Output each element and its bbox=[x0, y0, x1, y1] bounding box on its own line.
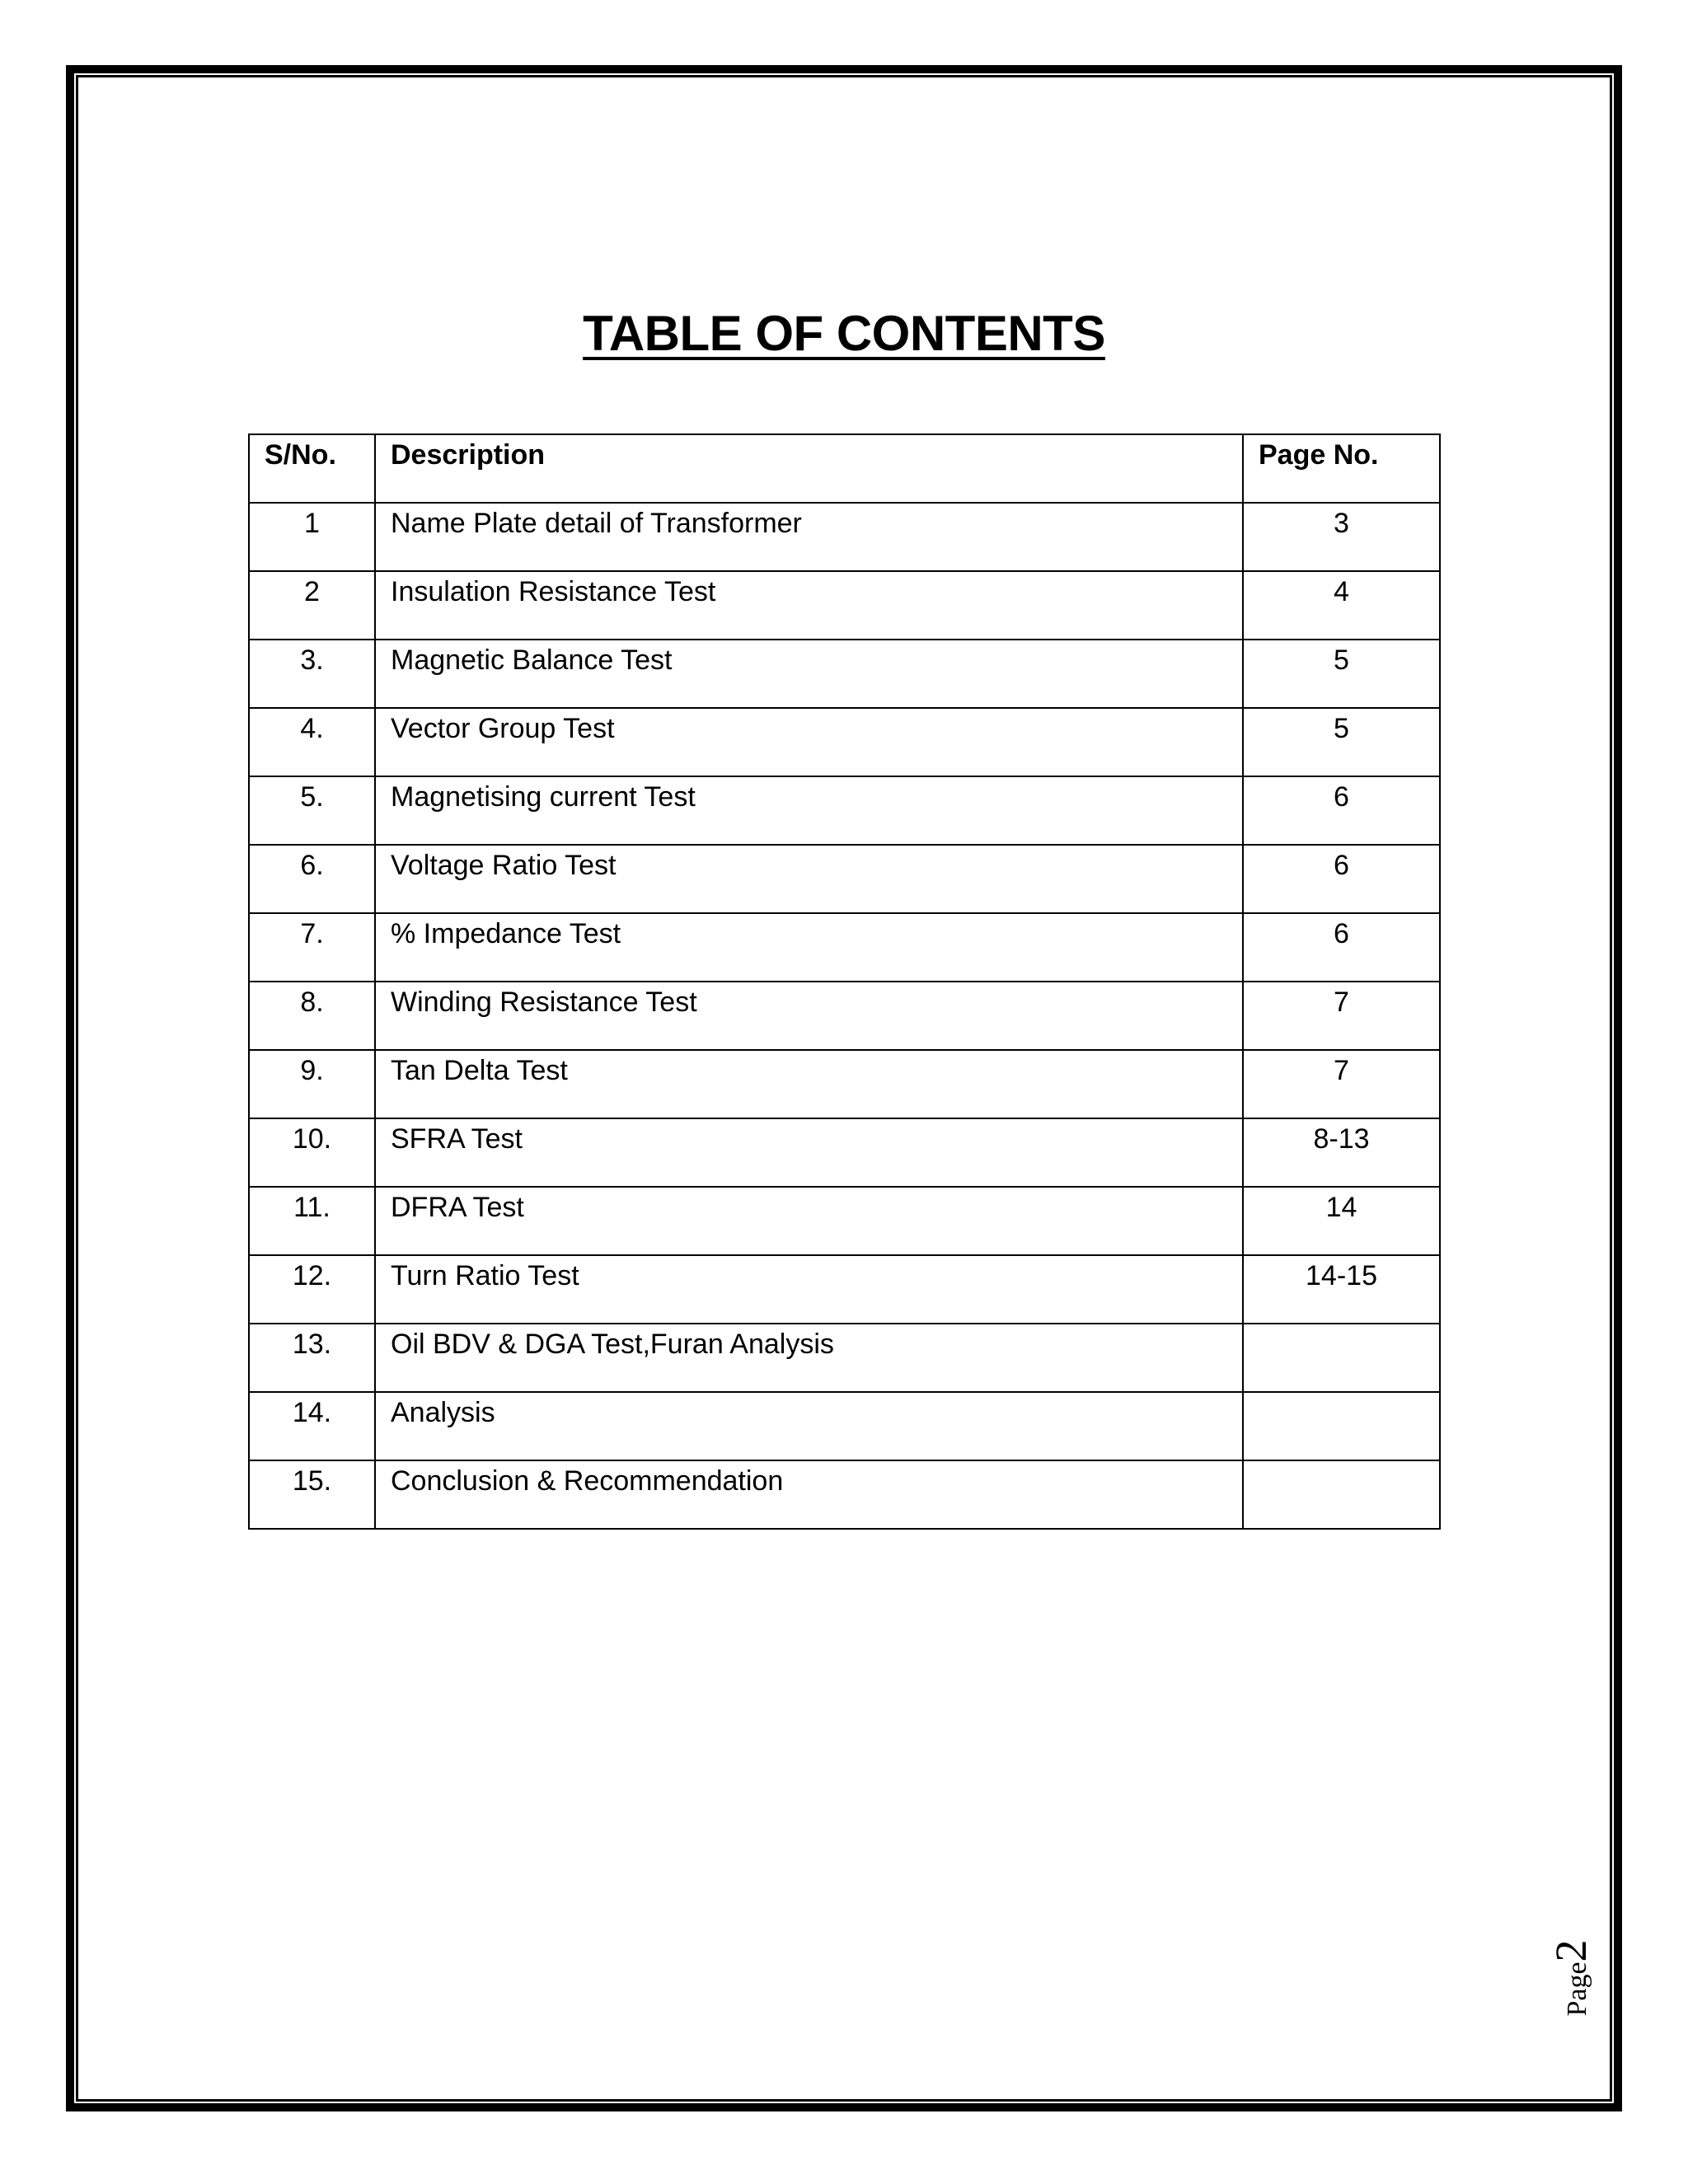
table-row bbox=[249, 571, 1440, 640]
row-description: Vector Group Test bbox=[375, 708, 1243, 776]
row-sno: 14. bbox=[249, 1392, 375, 1460]
row-description: Winding Resistance Test bbox=[375, 982, 1243, 1050]
row-sno: 15. bbox=[249, 1460, 375, 1529]
table-row bbox=[249, 1050, 1440, 1118]
table-row bbox=[249, 640, 1440, 708]
row-description: SFRA Test bbox=[375, 1118, 1243, 1187]
row-description: Name Plate detail of Transformer bbox=[375, 503, 1243, 571]
row-sno: 7. bbox=[249, 913, 375, 982]
row-page: 6 bbox=[1243, 913, 1440, 982]
table-row bbox=[249, 1324, 1440, 1392]
row-description: Turn Ratio Test bbox=[375, 1255, 1243, 1324]
row-sno: 6. bbox=[249, 845, 375, 913]
row-sno: 13. bbox=[249, 1324, 375, 1392]
row-sno: 11. bbox=[249, 1187, 375, 1255]
page-number-footer bbox=[1546, 1920, 1596, 2036]
row-page: 7 bbox=[1243, 982, 1440, 1050]
row-page: 3 bbox=[1243, 503, 1440, 571]
table-row bbox=[249, 776, 1440, 845]
row-description: Voltage Ratio Test bbox=[375, 845, 1243, 913]
row-page bbox=[1243, 1324, 1440, 1392]
table-header-row bbox=[249, 434, 1440, 503]
row-sno: 10. bbox=[249, 1118, 375, 1187]
row-description: Magnetic Balance Test bbox=[375, 640, 1243, 708]
row-page bbox=[1243, 1460, 1440, 1529]
row-description: Oil BDV & DGA Test,Furan Analysis bbox=[375, 1324, 1243, 1392]
table-row bbox=[249, 1460, 1440, 1529]
page-title: TABLE OF CONTENTS bbox=[583, 306, 1105, 361]
header-description: Description bbox=[375, 434, 1243, 503]
row-page: 6 bbox=[1243, 776, 1440, 845]
row-page: 5 bbox=[1243, 640, 1440, 708]
row-description: Analysis bbox=[375, 1392, 1243, 1460]
header-sno: S/No. bbox=[249, 434, 375, 503]
table-row bbox=[249, 845, 1440, 913]
row-page bbox=[1243, 1392, 1440, 1460]
contents-table bbox=[248, 434, 1441, 1530]
row-description: DFRA Test bbox=[375, 1187, 1243, 1255]
row-page: 6 bbox=[1243, 845, 1440, 913]
row-sno: 3. bbox=[249, 640, 375, 708]
page-label: Page bbox=[1562, 1961, 1592, 2017]
row-description: Tan Delta Test bbox=[375, 1050, 1243, 1118]
row-description: Conclusion & Recommendation bbox=[375, 1460, 1243, 1529]
row-sno: 1 bbox=[249, 503, 375, 571]
row-description: % Impedance Test bbox=[375, 913, 1243, 982]
row-sno: 9. bbox=[249, 1050, 375, 1118]
table-row bbox=[249, 503, 1440, 571]
table-row bbox=[249, 913, 1440, 982]
table-row bbox=[249, 1392, 1440, 1460]
row-page: 8-13 bbox=[1243, 1118, 1440, 1187]
row-description: Insulation Resistance Test bbox=[375, 571, 1243, 640]
table-row bbox=[249, 708, 1440, 776]
row-sno: 12. bbox=[249, 1255, 375, 1324]
table-body bbox=[249, 503, 1440, 1529]
row-page: 7 bbox=[1243, 1050, 1440, 1118]
page-number: 2 bbox=[1546, 1939, 1596, 1962]
row-page: 5 bbox=[1243, 708, 1440, 776]
table-row bbox=[249, 982, 1440, 1050]
row-sno: 2 bbox=[249, 571, 375, 640]
row-description: Magnetising current Test bbox=[375, 776, 1243, 845]
table-row bbox=[249, 1187, 1440, 1255]
table-row bbox=[249, 1255, 1440, 1324]
row-sno: 8. bbox=[249, 982, 375, 1050]
row-sno: 5. bbox=[249, 776, 375, 845]
row-page: 4 bbox=[1243, 571, 1440, 640]
row-sno: 4. bbox=[249, 708, 375, 776]
row-page: 14-15 bbox=[1243, 1255, 1440, 1324]
row-page: 14 bbox=[1243, 1187, 1440, 1255]
header-page: Page No. bbox=[1243, 434, 1440, 503]
table-row bbox=[249, 1118, 1440, 1187]
